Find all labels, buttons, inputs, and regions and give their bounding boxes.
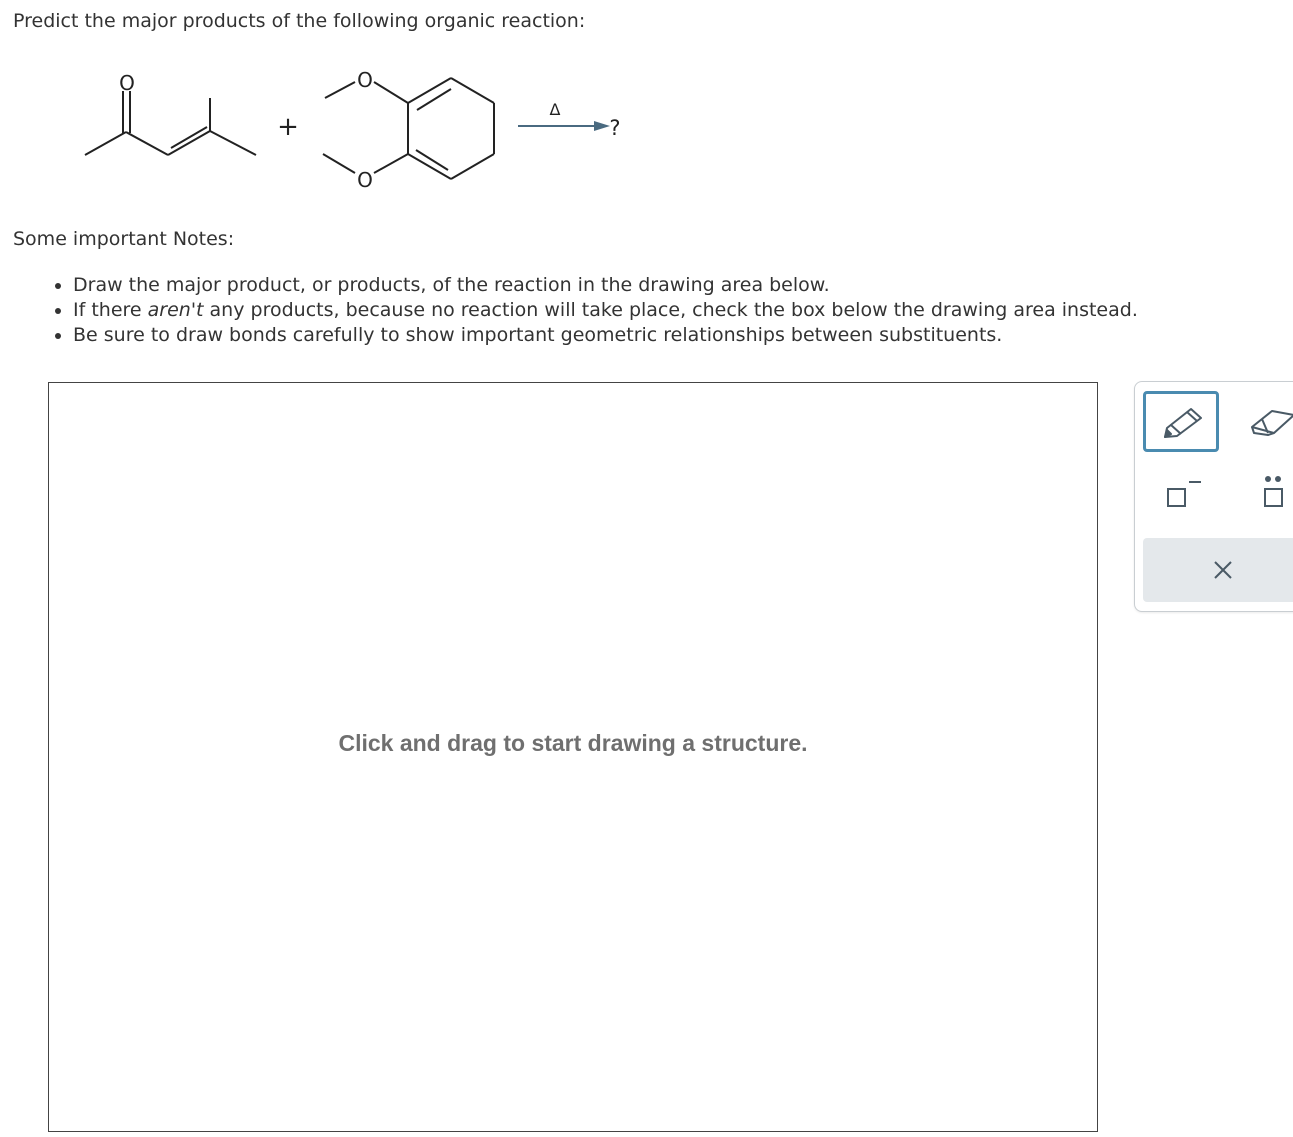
bond [168, 131, 210, 155]
negative-charge-icon [1159, 477, 1205, 511]
drawing-toolbar [1134, 381, 1293, 612]
notes-heading: Some important Notes: [13, 228, 235, 250]
eraser-icon [1248, 405, 1293, 439]
drawing-canvas[interactable] [48, 382, 1098, 1132]
reactant-diene [323, 78, 494, 179]
note-text: Be sure to draw bonds carefully to show important geometric relationships between substituents. [73, 324, 1003, 346]
close-icon [1212, 559, 1234, 581]
lone-pair-tool-button[interactable] [1253, 470, 1293, 514]
reactant-enone [85, 91, 256, 155]
pencil-tool-button[interactable] [1143, 391, 1219, 452]
condition-heat-label: Δ [549, 100, 561, 119]
notes-list [30, 273, 1138, 348]
note-item [73, 298, 1138, 323]
note-emphasis: aren't [147, 299, 204, 321]
bond [85, 132, 126, 155]
bond [374, 154, 408, 173]
bond [451, 154, 494, 179]
plus-sign: + [277, 112, 299, 142]
bond [126, 132, 168, 155]
enone-oxygen-label: O [119, 71, 135, 95]
bond [210, 131, 256, 155]
bond [374, 82, 408, 103]
pencil-icon [1157, 406, 1205, 438]
eraser-tool-button[interactable] [1247, 398, 1293, 446]
bond [417, 89, 451, 110]
diene-oxygen-top-label: O [357, 68, 373, 92]
reaction-scheme [70, 58, 670, 198]
diene-oxygen-bottom-label: O [357, 168, 373, 192]
negative-charge-tool-button[interactable] [1157, 474, 1207, 514]
bond [451, 78, 494, 103]
note-text-before: If there [73, 299, 148, 321]
note-item [73, 323, 1138, 348]
question-text: Predict the major products of the following organic reaction: [13, 10, 586, 32]
bond [171, 127, 207, 148]
clear-button[interactable] [1143, 538, 1293, 602]
note-text: Draw the major product, or products, of the reaction in the drawing area below. [73, 274, 830, 296]
canvas-hint: Click and drag to start drawing a structure. [338, 730, 808, 756]
bond [408, 78, 451, 103]
reaction-arrow [518, 121, 610, 131]
reaction-diagram [70, 58, 670, 198]
bond [323, 154, 355, 173]
product-placeholder: ? [609, 116, 621, 140]
note-text-after: any products, because no reaction will take place, check the box below the drawing area instead. [203, 299, 1138, 321]
note-item [73, 273, 1138, 298]
bond [325, 82, 355, 98]
lone-pair-icon [1258, 472, 1288, 512]
